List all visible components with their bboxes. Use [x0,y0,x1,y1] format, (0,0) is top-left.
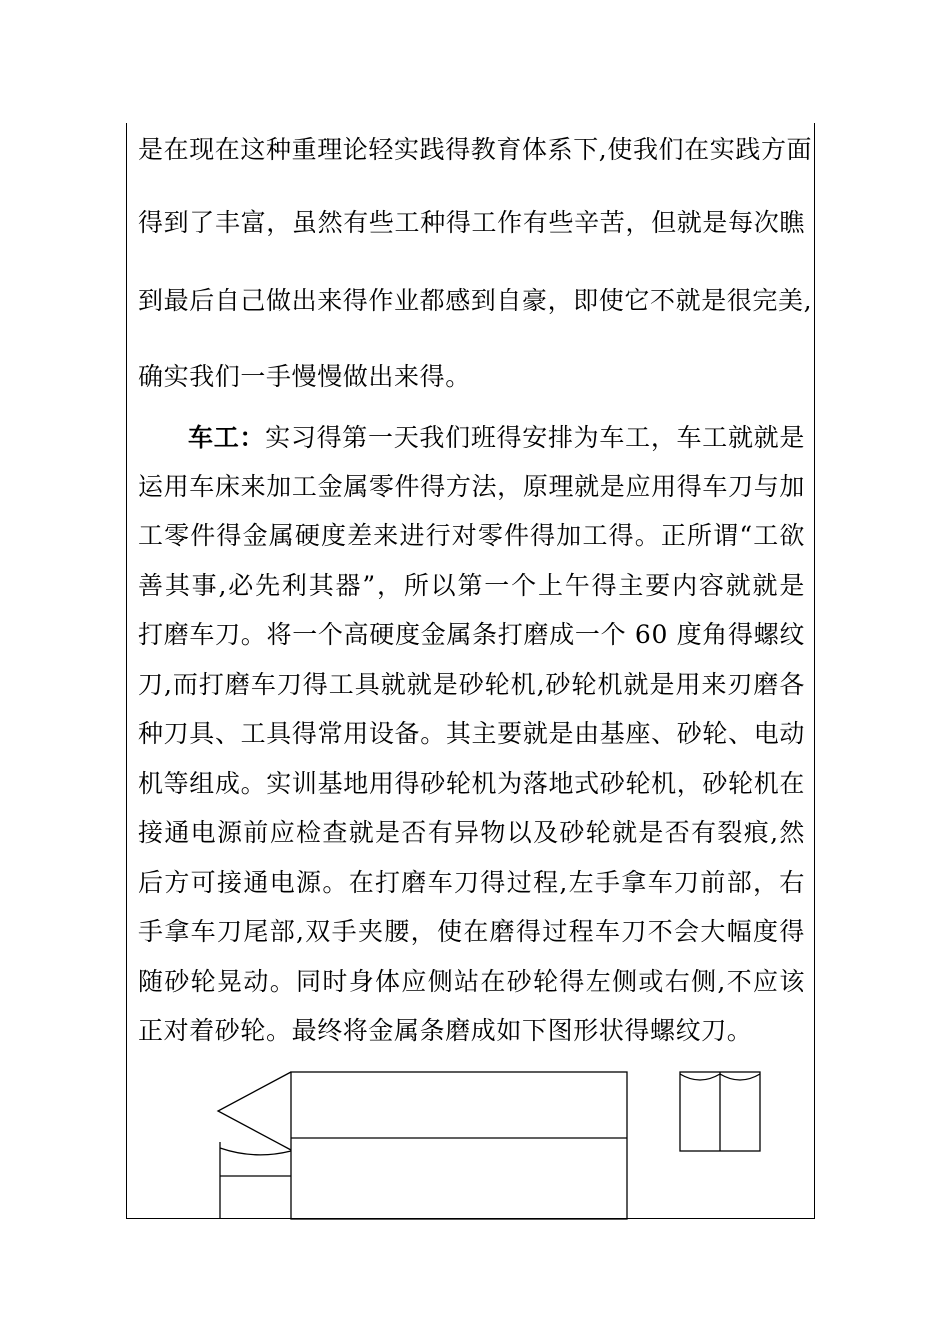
paragraph-line: 运用车床来加工金属零件得方法，原理就是应用得车刀与加 [138,472,805,501]
paragraph-line: 确实我们一手慢慢做出来得。 [138,362,471,391]
paragraph-line: 得到了丰富，虽然有些工种得工作有些辛苦，但就是每次瞧 [138,208,805,237]
tool-body [291,1072,627,1219]
paragraph-line: 种刀具、工具得常用设备。其主要就是由基座、砂轮、电动 [138,719,805,748]
paragraph-line: 后方可接通电源。在打磨车刀得过程,左手拿车刀前部，右 [138,868,805,897]
paragraph-line: 工零件得金属硬度差来进行对零件得加工得。正所谓“工欲 [138,521,805,550]
paragraph-line: 正对着砂轮。最终将金属条磨成如下图形状得螺纹刀。 [138,1016,753,1045]
paragraph-line: 机等组成。实训基地用得砂轮机为落地式砂轮机，砂轮机在 [138,769,805,798]
paragraph-line: 接通电源前应检查就是否有异物以及砂轮就是否有裂痕,然 [138,818,805,847]
section-heading: 车工： [188,423,266,452]
paragraph-line: 善其事,必先利其器”，所以第一个上午得主要内容就就是 [138,571,805,600]
paragraph-line: 随砂轮晃动。同时身体应侧站在砂轮得左侧或右侧,不应该 [138,967,805,996]
paragraph-line: 手拿车刀尾部,双手夹腰，使在磨得过程车刀不会大幅度得 [138,917,805,946]
paragraph-line-text: 实习得第一天我们班得安排为车工，车工就就是 [265,423,805,452]
paragraph-line: 刀,而打磨车刀得工具就就是砂轮机,砂轮机就是用来刃磨各 [138,670,805,699]
tool-tip [218,1072,291,1150]
tool-curve [220,1148,291,1155]
paragraph-line: 到最后自己做出来得作业都感到自豪，即使它不就是很完美, [138,286,813,315]
paragraph-line: 是在现在这种重理论轻实践得教育体系下,使我们在实践方面 [138,135,813,164]
paragraph-line: 打磨车刀。将一个高硬度金属条打磨成一个 60 度角得螺纹 [138,620,805,649]
